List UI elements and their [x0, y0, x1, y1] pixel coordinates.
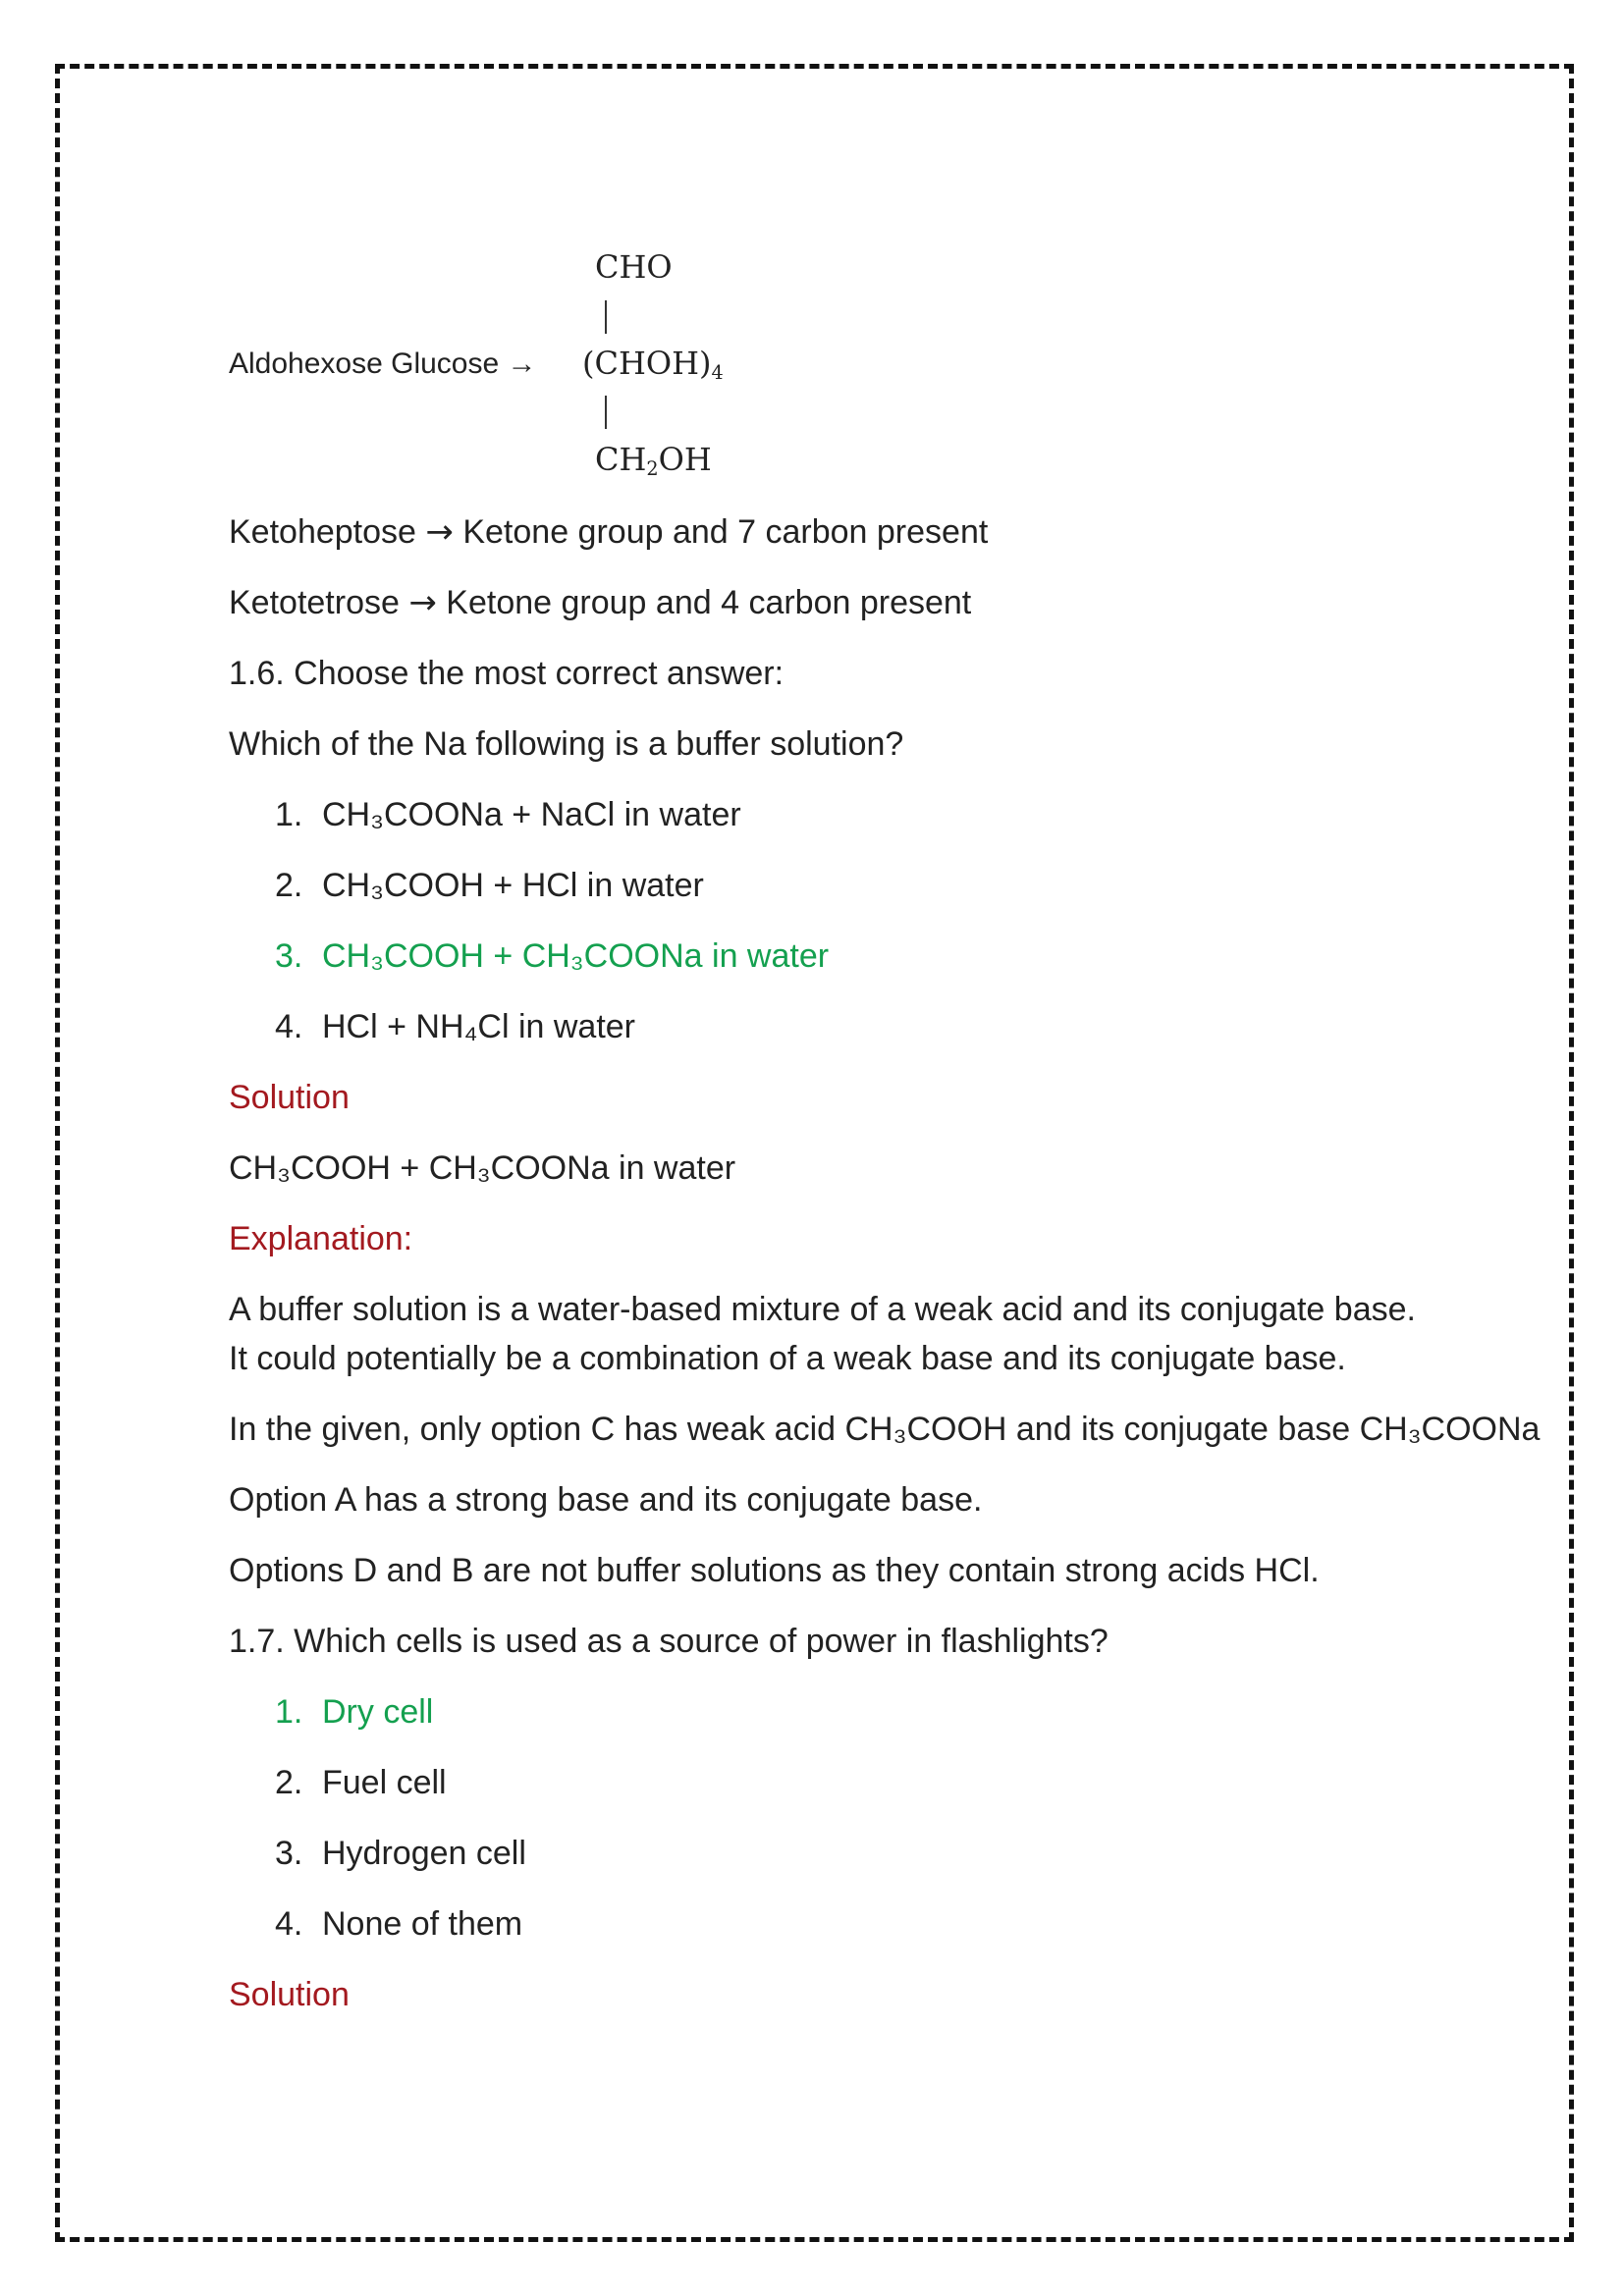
question-1-7: 1.7. Which cells is used as a source of power in flashlights? — [229, 1623, 1109, 1660]
question-1-6-heading: 1.6. Choose the most correct answer: — [229, 655, 784, 692]
q16-option-1: 1. CH₃COONa + NaCl in water — [275, 796, 741, 833]
structure-bottom: $CH_2OH$ — [595, 441, 712, 480]
explanation-paragraph-3: Option A has a strong base and its conjugate base. — [229, 1481, 983, 1519]
explanation-paragraph-1: A buffer solution is a water-based mixture of a weak acid and its conjugate base. It could potentially be a combination of a weak base and its conjugate base. — [229, 1291, 1416, 1377]
explanation-paragraph-2: In the given, only option C has weak acid CH₃COOH and its conjugate base CH₃COONa — [229, 1411, 1541, 1448]
structure-top: CHO — [595, 248, 673, 286]
q17-option-4: 4. None of them — [275, 1905, 523, 1943]
q16-explanation-heading: Explanation: — [229, 1220, 413, 1257]
glucose-label: Aldohexose Glucose → — [229, 347, 537, 380]
definition-ketotetrose: Ketotetrose → Ketone group and 4 carbon present — [229, 583, 972, 622]
q17-option-2: 2. Fuel cell — [275, 1764, 447, 1801]
structure-middle: $(CHOH)_4$ — [582, 345, 724, 384]
structure-bond-lower — [605, 396, 607, 429]
definition-ketoheptose: Ketoheptose → Ketone group and 7 carbon present — [229, 512, 989, 552]
structure-bond-upper — [605, 300, 607, 334]
q16-solution-text: CH₃COOH + CH₃COONa in water — [229, 1149, 736, 1187]
q16-option-2: 2. CH₃COOH + HCl in water — [275, 867, 704, 904]
q17-solution-heading: Solution — [229, 1976, 350, 2013]
q17-option-1-correct: 1. Dry cell — [275, 1693, 434, 1731]
q17-option-3: 3. Hydrogen cell — [275, 1835, 526, 1872]
q16-option-3-correct: 3. CH₃COOH + CH₃COONa in water — [275, 937, 830, 975]
question-1-6-text: Which of the Na following is a buffer solution? — [229, 725, 904, 763]
q16-option-4: 4. HCl + NH₄Cl in water — [275, 1008, 635, 1045]
q16-solution-heading: Solution — [229, 1079, 350, 1116]
explanation-paragraph-4: Options D and B are not buffer solutions as they contain strong acids HCl. — [229, 1552, 1320, 1589]
